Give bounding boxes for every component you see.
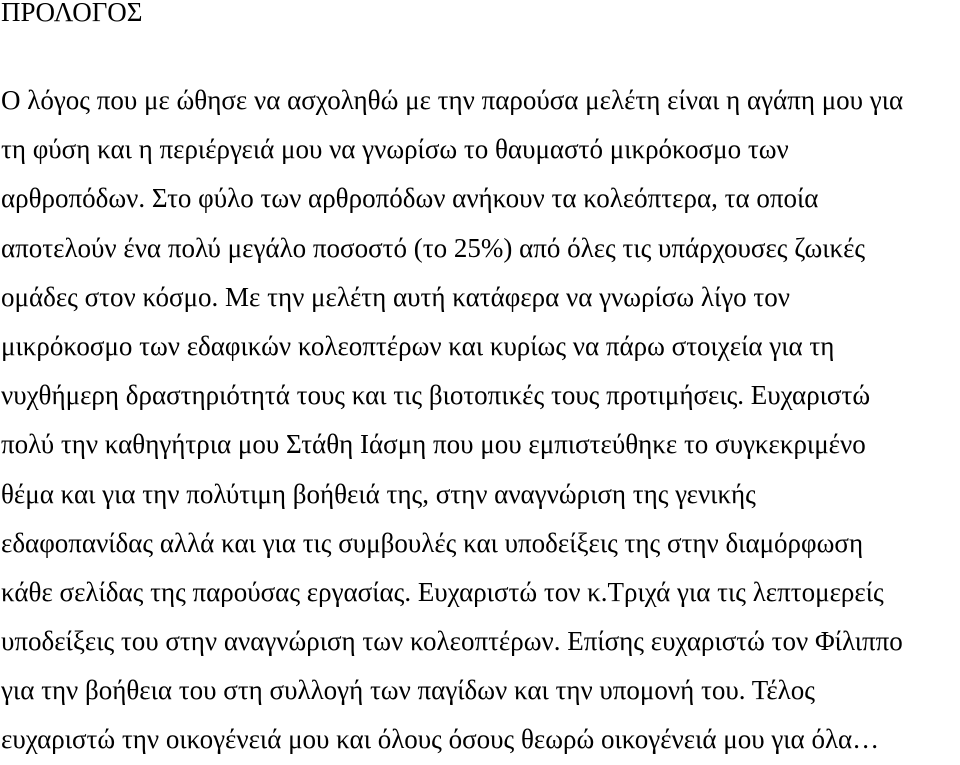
paragraph-line: υποδείξεις του στην αναγνώριση των κολεοπτέρων. Επίσης ευχαριστώ τον Φίλιππο: [1, 626, 903, 657]
paragraph-line: αρθροπόδων. Στο φύλο των αρθροπόδων ανήκουν τα κολεόπτερα, τα οποία: [1, 183, 819, 214]
paragraph-line: πολύ την καθηγήτρια μου Στάθη Ιάσμη που μου εμπιστεύθηκε το συγκεκριμένο: [1, 429, 866, 460]
paragraph-line: νυχθήμερη δραστηριότητά τους και τις βιοτοπικές τους προτιμήσεις. Ευχαριστώ: [1, 380, 871, 411]
paragraph-line: Ο λόγος που με ώθησε να ασχοληθώ με την παρούσα μελέτη είναι η αγάπη μου για: [1, 85, 904, 115]
paragraph-line: τη φύση και η περιέργειά μου να γνωρίσω το θαυμαστό μικρόκοσμο των: [1, 134, 789, 165]
paragraph-line: θέμα και για την πολύτιμη βοήθειά της, στην αναγνώριση της γενικής: [1, 478, 756, 509]
paragraph-line: ευχαριστώ την οικογένειά μου και όλους όσους θεωρώ οικογένειά μου για όλα…: [1, 724, 880, 755]
paragraph-line: ομάδες στον κόσμο. Με την μελέτη αυτή κατάφερα να γνωρίσω λίγο τον: [1, 281, 790, 312]
paragraph-line: αποτελούν ένα πολύ μεγάλο ποσοστό (το 25%) από όλες τις υπάρχουσες ζωικές: [1, 232, 866, 263]
paragraph-line: μικρόκοσμο των εδαφικών κολεοπτέρων και κυρίως να πάρω στοιχεία για τη: [1, 330, 835, 361]
paragraph-line: εδαφοπανίδας αλλά και για τις συμβουλές και υποδείξεις της στην διαμόρφωση: [1, 527, 864, 558]
prologue-paragraph: [1, 76, 959, 765]
paragraph-line: για την βοήθεια του στη συλλογή των παγίδων και την υπομονή του. Τέλος: [1, 675, 815, 706]
page-title: ΠΡΟΛΟΓΟΣ: [1, 0, 143, 27]
paragraph-line: κάθε σελίδας της παρούσας εργασίας. Ευχαριστώ τον κ.Τριχά για τις λεπτομερείς: [1, 576, 884, 607]
